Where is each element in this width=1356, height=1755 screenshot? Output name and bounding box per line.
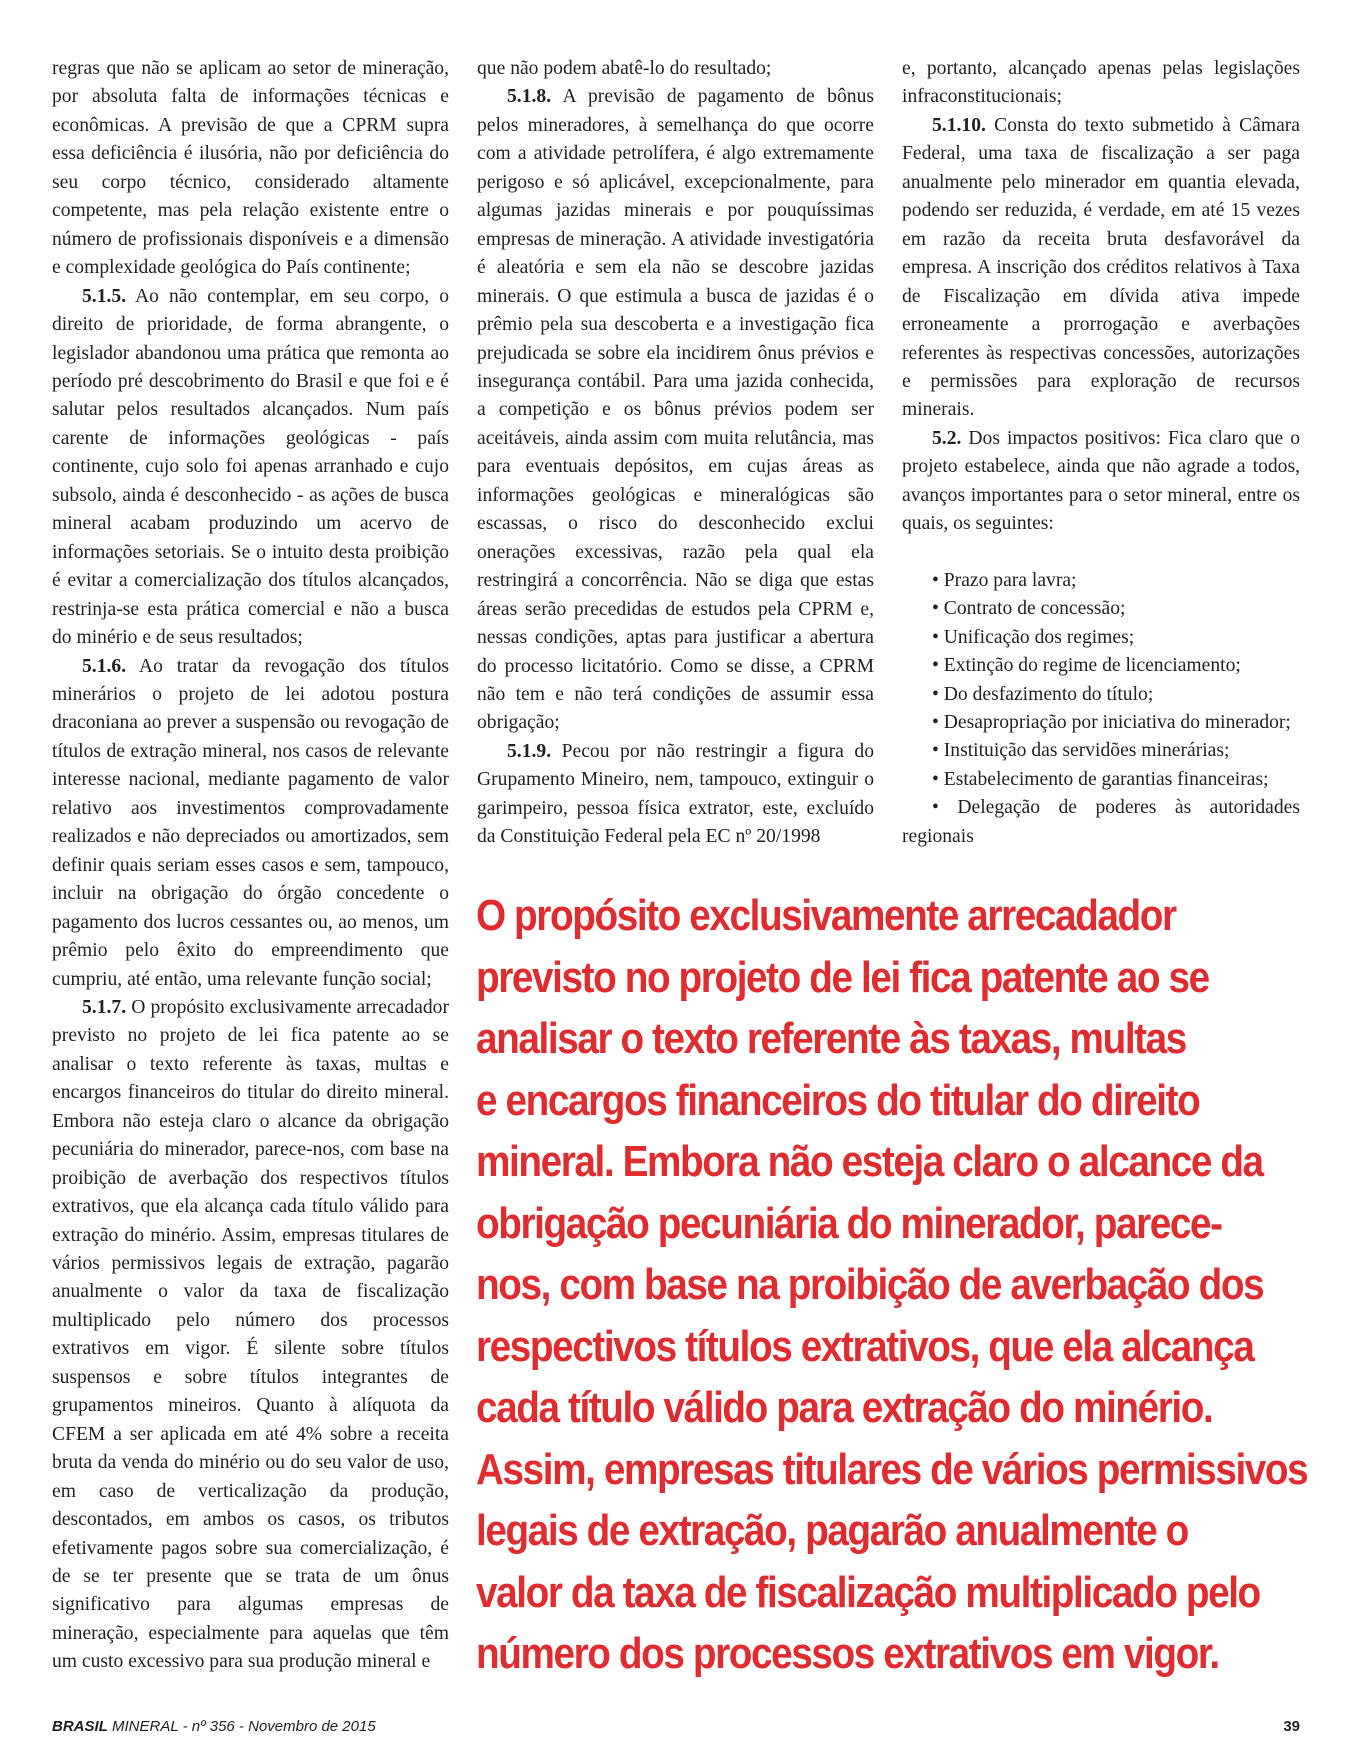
list-item: • Delegação de poderes às autoridades regionais (902, 794, 1300, 851)
list-item: • Extinção do regime de licenciamento; (902, 652, 1300, 680)
paragraph: 5.1.7. O propósito exclusivamente arrecadador previsto no projeto de lei fica patente ao se analisar o texto referente às taxas, multas e encargos financeiros do titular do direito mineral. Embora não esteja claro o alcance da obrigação pecuniária do minerador, parece-nos, com base na proibição de averbação dos respectivos títulos extrativos, que ela alcança cada título válido para extração do minério. Assim, empresas titulares de vários permissivos legais de extração, pagarão anualmente o valor da taxa de fiscalização multiplicado pelo número dos processos extrativos em vigor. É silente sobre títulos suspensos e sobre títulos integrantes de grupamentos mineiros. Quanto à alíquota da CFEM a ser aplicada em até 4% sobre a receita bruta da venda do minério ou do seu valor de uso, em caso de verticalização da produção, descontados, em ambos os casos, os tributos efetivamente pagos sobre sua comercialização, é de se ter presente que se trata de um ônus significativo para algumas empresas de mineração, especialmente para aquelas que têm um custo excessivo para sua produção mineral e (52, 996, 449, 1673)
section-number: 5.1.9. (507, 740, 552, 762)
text-column-3 (902, 55, 1300, 851)
text-column-2 (477, 55, 874, 852)
magazine-issue: BRASIL MINERAL - nº 356 - Novembro de 2015 (52, 1718, 376, 1735)
section-number: 5.1.8. (507, 86, 552, 108)
pull-quote-line: O propósito exclusivamente arrecadador (476, 891, 1176, 940)
list-item: • Unificação dos regimes; (902, 624, 1300, 652)
list-item: • Prazo para lavra; (902, 567, 1300, 595)
pull-quote-line: Assim, empresas titulares de vários permissivos (476, 1444, 1308, 1494)
paragraph: regras que não se aplicam ao setor de mineração, por absoluta falta de informações técnicas e econômicas. A previsão de que a CPRM supra essa deficiência é ilusória, não por deficiência do seu corpo técnico, considerado altamente competente, mas pela relação existente entre o número de profissionais disponíveis e a dimensão e complexidade geológica do País continente; (52, 58, 449, 279)
pull-quote-line: cada título válido para extração do minério. (476, 1383, 1213, 1432)
paragraph: e, portanto, alcançado apenas pelas legislações infraconstitucionais; (902, 58, 1300, 108)
paragraph: 5.1.6. Ao tratar da revogação dos títulos minerários o projeto de lei adotou postura draconiana ao prever a suspensão ou revogação de títulos de extração mineral, nos casos de relevante interesse nacional, mediante pagamento de valor relativo aos investimentos comprovadamente realizados e não depreciados ou amortizados, sem definir quais seriam esses casos e sem, tampouco, incluir na obrigação do órgão concedente o pagamento dos lucros cessantes ou, ao menos, um prêmio pelo êxito do empreendimento que cumpriu, até então, uma relevante função social; (52, 655, 449, 990)
list-item: • Desapropriação por iniciativa do minerador; (902, 709, 1300, 737)
section-number: 5.1.6. (82, 655, 127, 677)
text-column-1 (52, 55, 449, 1677)
section-number: 5.1.7. (82, 996, 127, 1018)
list-item: • Instituição das servidões minerárias; (902, 737, 1300, 765)
pull-quote-line: mineral. Embora não esteja claro o alcance da (476, 1137, 1263, 1186)
paragraph: 5.1.10. Consta do texto submetido à Câmara Federal, uma taxa de fiscalização a ser paga anualmente pelo minerador em quantia elevada, podendo ser reduzida, é verdade, em até 15 vezes em razão da receita bruta desfavorável da empresa. A inscrição dos créditos relativos à Taxa de Fiscalização em dívida ativa impede erroneamente a prorrogação e averbações referentes às respectivas concessões, autorizações e permissões para exploração de recursos minerais. (902, 114, 1300, 421)
paragraph: que não podem abatê-lo do resultado; (477, 58, 772, 79)
pull-quote-line: e encargos financeiros do titular do direito (476, 1075, 1200, 1125)
section-number: 5.1.10. (932, 114, 986, 136)
paragraph: 5.1.5. Ao não contemplar, em seu corpo, o direito de prioridade, de forma abrangente, o legislador abandonou uma prática que remonta ao período pré descobrimento do Brasil e que foi e é salutar pelos resultados alcançados. Num país carente de informações geológicas - país continente, cujo solo foi apenas arranhado e cujo subsolo, ainda é desconhecido - as ações de busca mineral acabam produzindo um acervo de informações setoriais. Se o intuito desta proibição é evitar a comercialização dos títulos alcançados, restrinja-se esta prática comercial e não a busca do minério e de seus resultados; (52, 285, 449, 649)
pull-quote-line: nos, com base na proibição de averbação dos (476, 1260, 1264, 1309)
positive-impacts-list (902, 567, 1300, 852)
paragraph: 5.1.8. A previsão de pagamento de bônus pelos mineradores, à semelhança do que ocorre com a atividade petrolífera, é algo extremamente perigoso e só aplicável, excepcionalmente, para algumas jazidas minerais e por pouquíssimas empresas de mineração. A atividade investigatória é aleatória e sem ela não se descobre jazidas minerais. O que estimula a busca de jazidas é o prêmio pela sua descoberta e a investigação fica prejudicada se sobre ela incidirem ônus prévios e insegurança contábil. Para uma jazida conhecida, a competição e os bônus prévios podem ser aceitáveis, ainda assim com muita relutância, mas para eventuais depósitos, em cujas áreas as informações geológicas e mineralógicas são escassas, o risco do desconhecido exclui onerações excessivas, razão pela qual ela restringirá a concorrência. Não se diga que estas áreas serão precedidas de estudos pela CPRM e, nessas condições, aptas para justificar a abertura do processo licitatório. Como se disse, a CPRM não tem e não terá condições de assumir essa obrigação; (477, 86, 874, 734)
paragraph: 5.1.9. Pecou por não restringir a figura do Grupamento Mineiro, nem, tampouco, extinguir o garimpeiro, pessoa física extrator, este, excluído da Constituição Federal pela EC nº 20/1998 (477, 740, 874, 848)
pull-quote-line: valor da taxa de fiscalização multiplicado pelo (476, 1567, 1260, 1617)
pull-quote-line: legais de extração, pagarão anualmente o (476, 1506, 1188, 1555)
pull-quote-line: obrigação pecuniária do minerador, parece- (476, 1198, 1222, 1248)
list-item: • Estabelecimento de garantias financeiras; (902, 766, 1300, 794)
page-number: 39 (1283, 1718, 1300, 1735)
section-number: 5.1.5. (82, 285, 127, 307)
page-footer (52, 1718, 1300, 1742)
pull-quote-line: número dos processos extrativos em vigor. (476, 1629, 1219, 1678)
list-item: • Contrato de concessão; (902, 595, 1300, 623)
list-item: • Do desfazimento do título; (902, 681, 1300, 709)
section-number: 5.2. (932, 427, 962, 449)
pull-quote-line: analisar o texto referente às taxas, multas (476, 1014, 1186, 1063)
pull-quote (476, 885, 1308, 1685)
pull-quote-line: respectivos títulos extrativos, que ela alcança (476, 1321, 1254, 1371)
pull-quote-line: previsto no projeto de lei fica patente ao se (476, 952, 1209, 1002)
paragraph: 5.2. Dos impactos positivos: Fica claro que o projeto estabelece, ainda que não agrade a todos, avanços importantes para o setor mineral, entre os quais, os seguintes: (902, 427, 1300, 535)
